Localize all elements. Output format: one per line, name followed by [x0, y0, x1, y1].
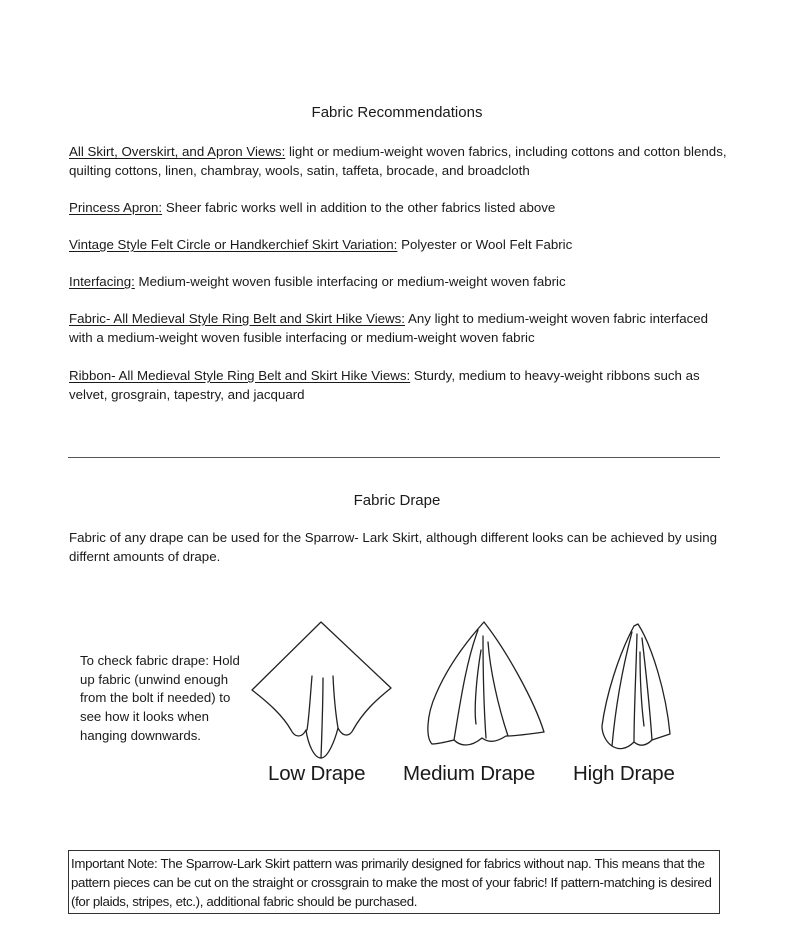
fabric-drape-title: Fabric Drape — [353, 492, 441, 509]
recommendation-text: Medium-weight woven fusible interfacing or medium-weight woven fabric — [134, 274, 566, 289]
recommendation-item — [69, 310, 729, 347]
section-divider — [68, 457, 720, 458]
important-note-text: Important Note: The Sparrow-Lark Skirt pattern was primarily designed for fabrics without nap. This means that the pattern pieces can be cut on the straight or crossgrain to make the most of your fabric! If pattern-matching is desired (for plaids, stripes, etc.), additional fabric should be purchased. — [71, 856, 712, 909]
recommendation-label: Interfacing: — [69, 274, 135, 289]
recommendation-item — [69, 199, 729, 218]
drape-intro: Fabric of any drape can be used for the Sparrow- Lark Skirt, although different looks can be achieved by using differnt amounts of drape. — [69, 530, 717, 564]
recommendation-label: All Skirt, Overskirt, and Apron Views: — [69, 144, 286, 159]
recommendation-text: Sheer fabric works well in addition to the other fabrics listed above — [162, 200, 556, 215]
recommendation-text: light or medium-weight woven fabrics, including cottons and cotton blends, quilting cottons, linen, chambray, wools, satin, taffeta, brocade, and broadcloth — [69, 144, 727, 178]
recommendation-label: Fabric- All Medieval Style Ring Belt and Skirt Hike Views: — [69, 311, 405, 326]
recommendation-item — [69, 367, 729, 404]
recommendation-item — [69, 143, 729, 180]
medium-drape-illustration — [426, 620, 546, 750]
recommendation-label: Princess Apron: — [69, 200, 163, 215]
recommendation-text: Sturdy, medium to heavy-weight ribbons such as velvet, grosgrain, tapestry, and jacquard — [69, 368, 700, 402]
recommendation-label: Vintage Style Felt Circle or Handkerchief Skirt Variation: — [69, 237, 398, 252]
recommendation-label: Ribbon- All Medieval Style Ring Belt and Skirt Hike Views: — [69, 368, 411, 383]
high-drape-illustration — [600, 622, 672, 752]
recommendation-text: Any light to medium-weight woven fabric interfaced with a medium-weight woven fusible interfacing or medium-weight woven fabric — [69, 311, 709, 345]
medium-drape-label: Medium Drape — [403, 762, 536, 785]
important-note-box — [68, 850, 720, 914]
low-drape-illustration — [250, 620, 392, 760]
fabric-recommendations-title: Fabric Recommendations — [311, 104, 483, 121]
low-drape-label: Low Drape — [268, 762, 366, 785]
drape-check-instructions: To check fabric drape: Hold up fabric (unwind enough from the bolt if needed) to see how it looks when hanging downwards. — [80, 653, 240, 743]
recommendation-item — [69, 236, 729, 255]
high-drape-label: High Drape — [573, 762, 675, 785]
recommendation-item — [69, 273, 729, 292]
recommendation-text: Polyester or Wool Felt Fabric — [397, 237, 573, 252]
